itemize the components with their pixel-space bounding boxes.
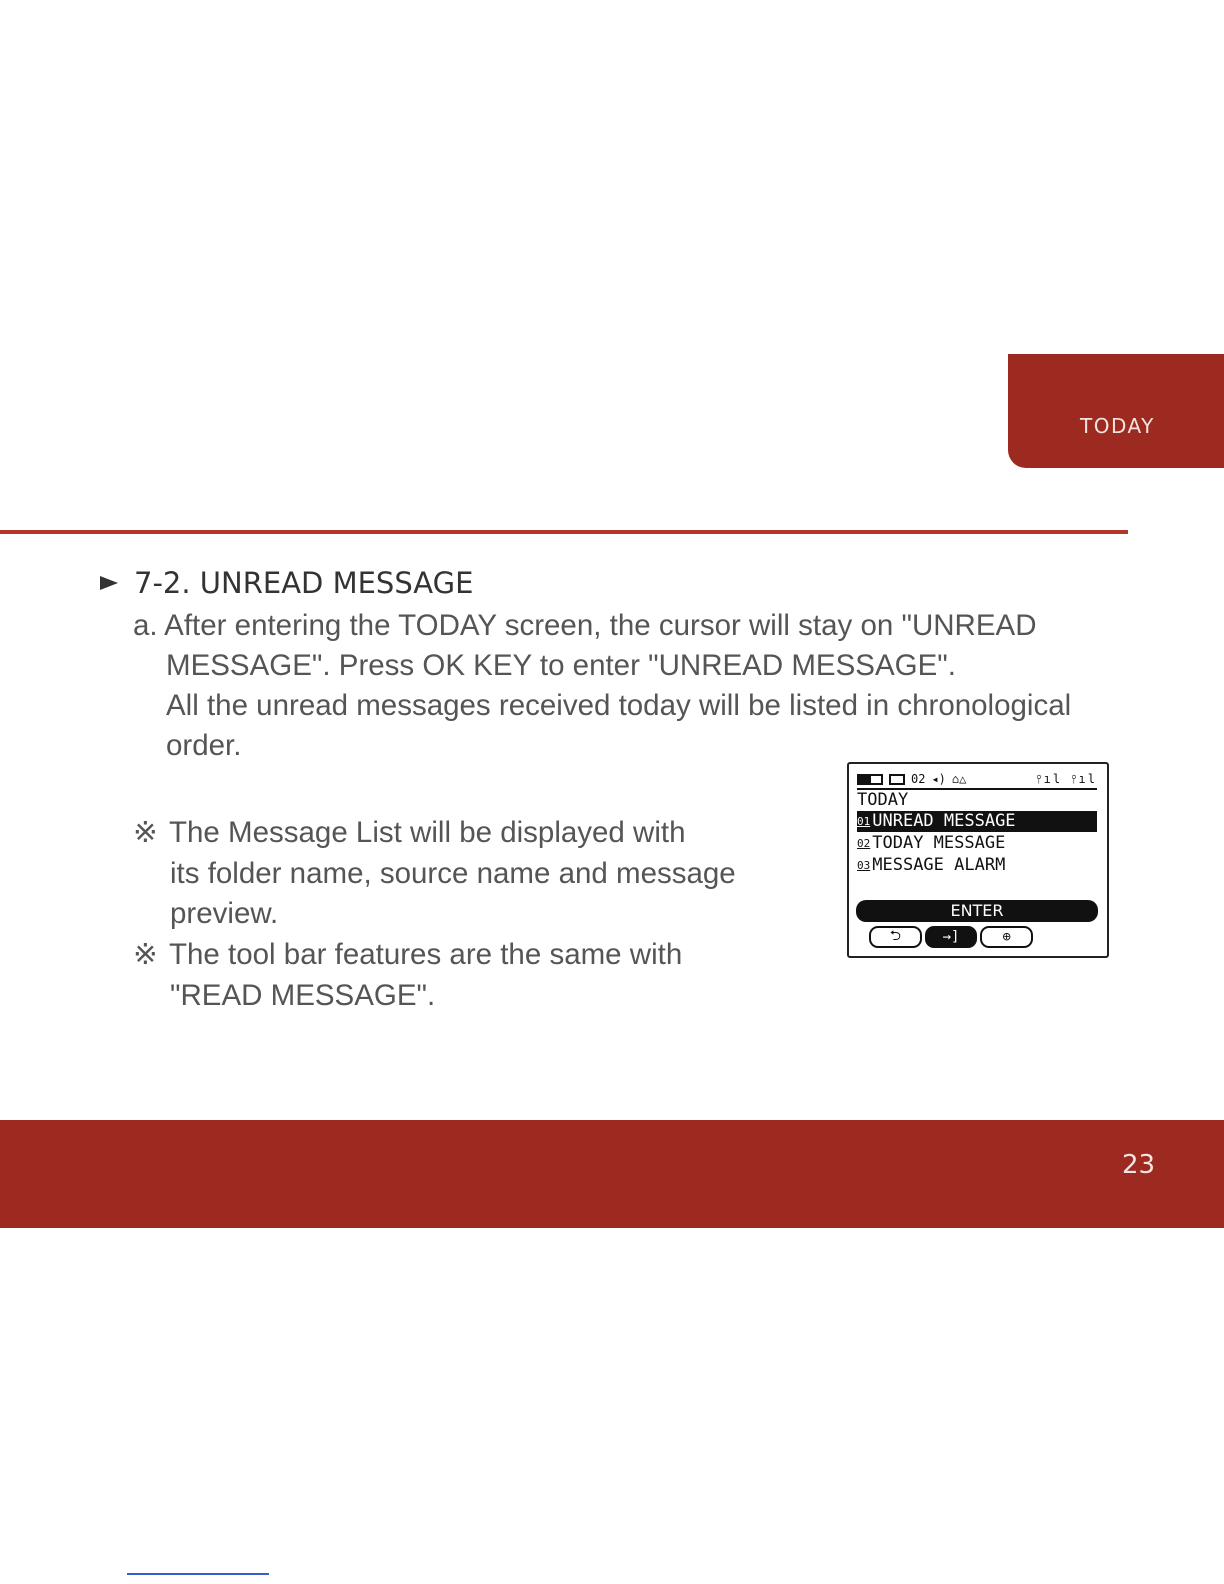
section-tab: [1008, 354, 1224, 468]
note-line: its folder name, source name and message: [170, 856, 736, 890]
menu-item-number: 01: [857, 815, 871, 828]
note-tool-bar: [133, 935, 682, 1016]
menu-item-today-message[interactable]: [857, 833, 1097, 854]
menu-item-label: TODAY MESSAGE: [872, 833, 1006, 853]
device-screen: [847, 762, 1109, 958]
paragraph-line-2: MESSAGE". Press OK KEY to enter "UNREAD MESSAGE".: [166, 649, 956, 682]
speaker-icon: ◂): [931, 772, 946, 786]
paragraph-line-3: All the unread messages received today will be listed in chronological: [166, 689, 1072, 722]
enter-softkey[interactable]: ENTER: [856, 900, 1098, 922]
menu-item-label: MESSAGE ALARM: [872, 855, 1006, 875]
paragraph-line-4: order.: [166, 729, 242, 762]
section-heading: [96, 566, 473, 600]
back-icon[interactable]: ⮌: [869, 926, 922, 948]
note-line: The Message List will be displayed with: [169, 816, 686, 849]
alarm-bell-icon: ⌂△: [951, 772, 967, 786]
enter-icon[interactable]: →]: [925, 926, 978, 948]
note-line: preview.: [170, 897, 279, 930]
page-number: 23: [1122, 1150, 1156, 1180]
note-mark: ※: [133, 938, 158, 971]
section-tab-label: TODAY: [1080, 414, 1155, 438]
screen-title: TODAY: [857, 790, 909, 810]
instruction-paragraph: [133, 606, 1071, 766]
menu-item-message-alarm[interactable]: [857, 855, 1097, 876]
envelope-icon: [889, 774, 905, 785]
note-line: "READ MESSAGE".: [170, 978, 436, 1012]
menu-item-label: UNREAD MESSAGE: [872, 811, 1016, 831]
section-heading-text: 7-2. UNREAD MESSAGE: [134, 566, 474, 600]
status-bar: [857, 770, 1097, 790]
menu-item-number: 02: [857, 837, 871, 850]
note-mark: ※: [133, 816, 158, 849]
message-count: 02: [911, 772, 926, 786]
battery-icon: [857, 774, 883, 785]
link-underline: [127, 1573, 269, 1575]
bullet-arrow-icon: [100, 576, 118, 590]
page-footer: [0, 1120, 1224, 1228]
menu-item-unread-message[interactable]: [857, 811, 1097, 832]
paragraph-line-1: a. After entering the TODAY screen, the cursor will stay on "UNREAD: [133, 609, 1037, 642]
header-divider: [0, 530, 1128, 534]
note-line: The tool bar features are the same with: [169, 938, 683, 971]
menu-item-number: 03: [857, 859, 871, 872]
signal-icon: ⫯ıl ⫯ıl: [1036, 771, 1097, 786]
screen-toolbar: [869, 926, 1033, 948]
zoom-icon[interactable]: ⊕: [980, 926, 1033, 948]
note-message-list: [133, 813, 736, 935]
